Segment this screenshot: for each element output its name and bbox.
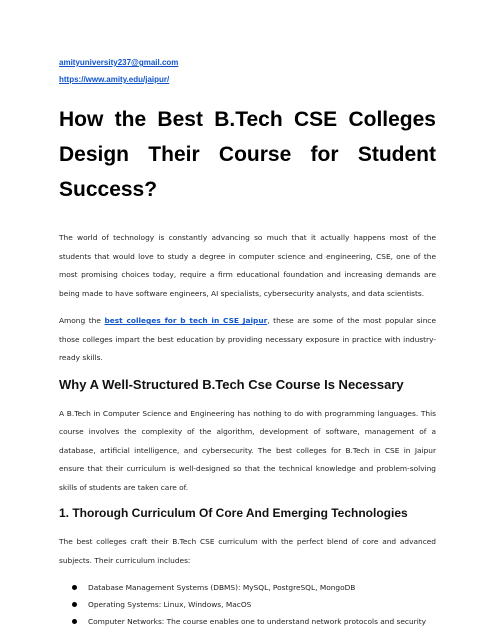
section-heading-curriculum: 1. Thorough Curriculum Of Core And Emerging Technologies [59,506,408,520]
document-title: How the Best B.Tech CSE Colleges Design Their Course for Student Success? [59,108,436,201]
curriculum-list [59,579,436,630]
bullet-icon [72,602,77,607]
list-item-text: Database Management Systems (DBMS): MySQL, PostgreSQL, MongoDB [88,583,356,592]
list-item-text: Computer Networks: The course enables one to understand network protocols and security [88,617,427,626]
list-item-text: Operating Systems: Linux, Windows, MacOS [88,600,252,609]
colleges-paragraph-tail: , these are some of the most popular since those colleges impart the best education by providing necessary exposure in practice with industry-ready skills. [59,316,437,362]
best-colleges-link[interactable]: best colleges for b tech in CSE Jaipur [104,316,268,325]
section-heading-why: Why A Well-Structured B.Tech Cse Course Is Necessary [59,376,404,392]
website-link[interactable]: https://www.amity.edu/jaipur/ [59,75,170,84]
bullet-icon [72,585,77,590]
section-curriculum-paragraph: The best colleges craft their B.Tech CSE curriculum with the perfect blend of core and advanced subjects. Their curriculum includes: [59,537,436,565]
intro-paragraph: The world of technology is constantly advancing so much that it actually happens most of the students that would love to study a degree in computer science and engineering, CSE, one of the most promising choices today, require a firm educational foundation and increasing demands are being made to have software engineers, AI specialists, cybersecurity analysts, and data scientists. [59,233,436,298]
list-item [59,613,436,630]
colleges-paragraph-lead: Among the [59,316,105,325]
colleges-paragraph [59,312,436,368]
email-link[interactable]: amityuniversity237@gmail.com [59,58,179,67]
bullet-icon [72,619,77,624]
section-why-paragraph: A B.Tech in Computer Science and Engineering has nothing to do with programming languages. This course involves the complexity of the algorithm, development of software, management of a database, artificial intelligence, and cybersecurity. The best colleges for B.Tech in CSE in Jaipur ensure that their curriculum is well-designed so that the technical knowledge and problem-solving skills of students are taken care of. [59,408,436,492]
list-item [59,596,436,613]
list-item [59,579,436,596]
